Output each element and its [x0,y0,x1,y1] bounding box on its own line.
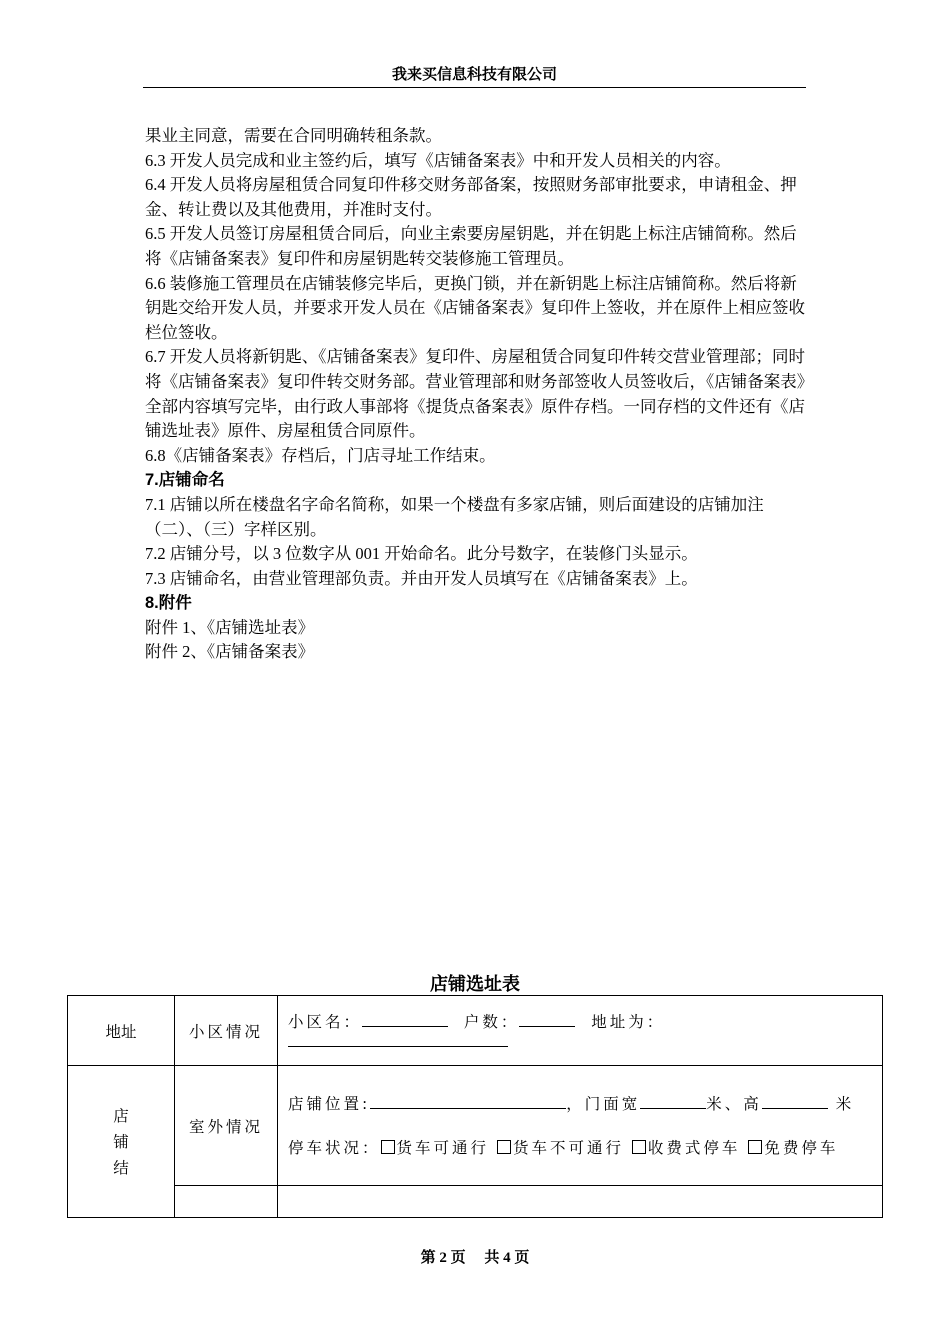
paragraph: 7.1 店铺以所在楼盘名字命名简称，如果一个楼盘有多家店铺，则后面建设的店铺加注（二）、（三）字样区别。 [145,494,764,539]
store-label-char: 结 [113,1158,129,1177]
paragraph: 6.8《店铺备案表》存档后，门店寻址工作结束。 [145,445,496,465]
store-label-char: 店 [113,1106,129,1125]
height-input[interactable] [762,1094,828,1109]
parking-option-label: 货车可通行 [396,1138,490,1157]
checkbox[interactable] [748,1140,762,1154]
paragraph: 6.6 装修施工管理员在店铺装修完毕后，更换门锁，并在新钥匙上标注店铺简称。然后将新钥匙交给开发人员，并要求开发人员在《店铺备案表》复印件上签收，并在原件上相应签收栏位签收。 [145,273,805,342]
form-title: 店铺选址表 [430,974,520,995]
parking-option-label: 收费式停车 [647,1138,741,1157]
page-number: 第 2 页 [420,1250,466,1266]
section-heading: 7.店铺命名 [145,471,225,490]
page-total: 共 4 页 [484,1250,530,1266]
store-label-char: 铺 [113,1132,129,1151]
paragraph: 果业主同意，需要在合同明确转租条款。 [145,126,442,145]
store-site-form [67,995,883,1218]
paragraph: 6.4 开发人员将房屋租赁合同复印件移交财务部备案，按照财务部审批要求，申请租金、押金、转让费以及其他费用，并准时支付。 [145,175,797,219]
address-for-label: 地址为： [591,1013,666,1031]
community-name-label: 小区名： [288,1013,363,1031]
outdoor-label-cell [175,1066,278,1186]
section-heading: 8.附件 [145,594,192,613]
community-section-label: 小区情况 [188,1022,263,1041]
store-label-cell [68,1066,175,1218]
paragraph: 7.3 店铺命名，由营业管理部负责。并由开发人员填写在《店铺备案表》上。 [145,568,698,588]
empty-cell [278,1186,883,1218]
households-label: 户数： [463,1013,520,1031]
households-input[interactable] [519,1012,575,1027]
page-footer [0,1246,950,1267]
parking-option-label: 免费停车 [764,1138,839,1157]
parking-label: 停车状况： [288,1138,381,1157]
community-name-input[interactable] [362,1012,448,1027]
address-label: 地址 [105,1022,137,1041]
attachment-item: 附件 2、《店铺备案表》 [145,642,315,662]
page-header [143,63,806,88]
paragraph: 6.7 开发人员将新钥匙、《店铺备案表》复印件、房屋租赁合同复印件转交营业管理部；同时将《店铺备案表》复印件转交财务部。营业管理部和财务部签收人员签收后，《店铺备案表》全部内容填写完毕，由行政人事部将《提货点备案表》原件存档。一同存档的文件还有《店铺选址表》原件、房屋租赁合同原件。 [145,347,805,441]
store-position-input[interactable] [370,1094,566,1109]
frontage-width-input[interactable] [640,1094,706,1109]
parking-row [288,1126,881,1170]
paragraph: 7.2 店铺分号，以 3 位数字从 001 开始命名。此分号数字，在装修门头显示。 [145,544,698,564]
store-position-row [288,1082,881,1126]
checkbox[interactable] [381,1140,395,1154]
community-fields-cell [278,996,883,1066]
checkbox[interactable] [497,1140,511,1154]
paragraph: 6.5 开发人员签订房屋租赁合同后，向业主索要房屋钥匙，并在钥匙上标注店铺简称。然后将《店铺备案表》复印件和房屋钥匙转交装修施工管理员。 [145,224,797,268]
empty-cell [175,1186,278,1218]
outdoor-fields-cell [278,1066,883,1186]
address-input[interactable] [288,1032,508,1047]
paragraph: 6.3 开发人员完成和业主签约后，填写《店铺备案表》中和开发人员相关的内容。 [145,150,731,170]
meter-unit-label: 米 [835,1094,855,1113]
community-label-cell [175,996,278,1066]
outdoor-section-label: 室外情况 [188,1117,263,1136]
attachment-item: 附件 1、《店铺选址表》 [145,617,315,637]
parking-option-label: 货车不可通行 [512,1138,624,1157]
meter-height-label: 米、高 [706,1094,762,1113]
company-name: 我来买信息科技有限公司 [391,66,557,83]
store-position-label: 店铺位置: [288,1094,371,1113]
checkbox[interactable] [632,1140,646,1154]
address-label-cell [68,996,175,1066]
document-body [145,124,807,665]
frontage-width-label: ，门面宽 [566,1094,641,1113]
